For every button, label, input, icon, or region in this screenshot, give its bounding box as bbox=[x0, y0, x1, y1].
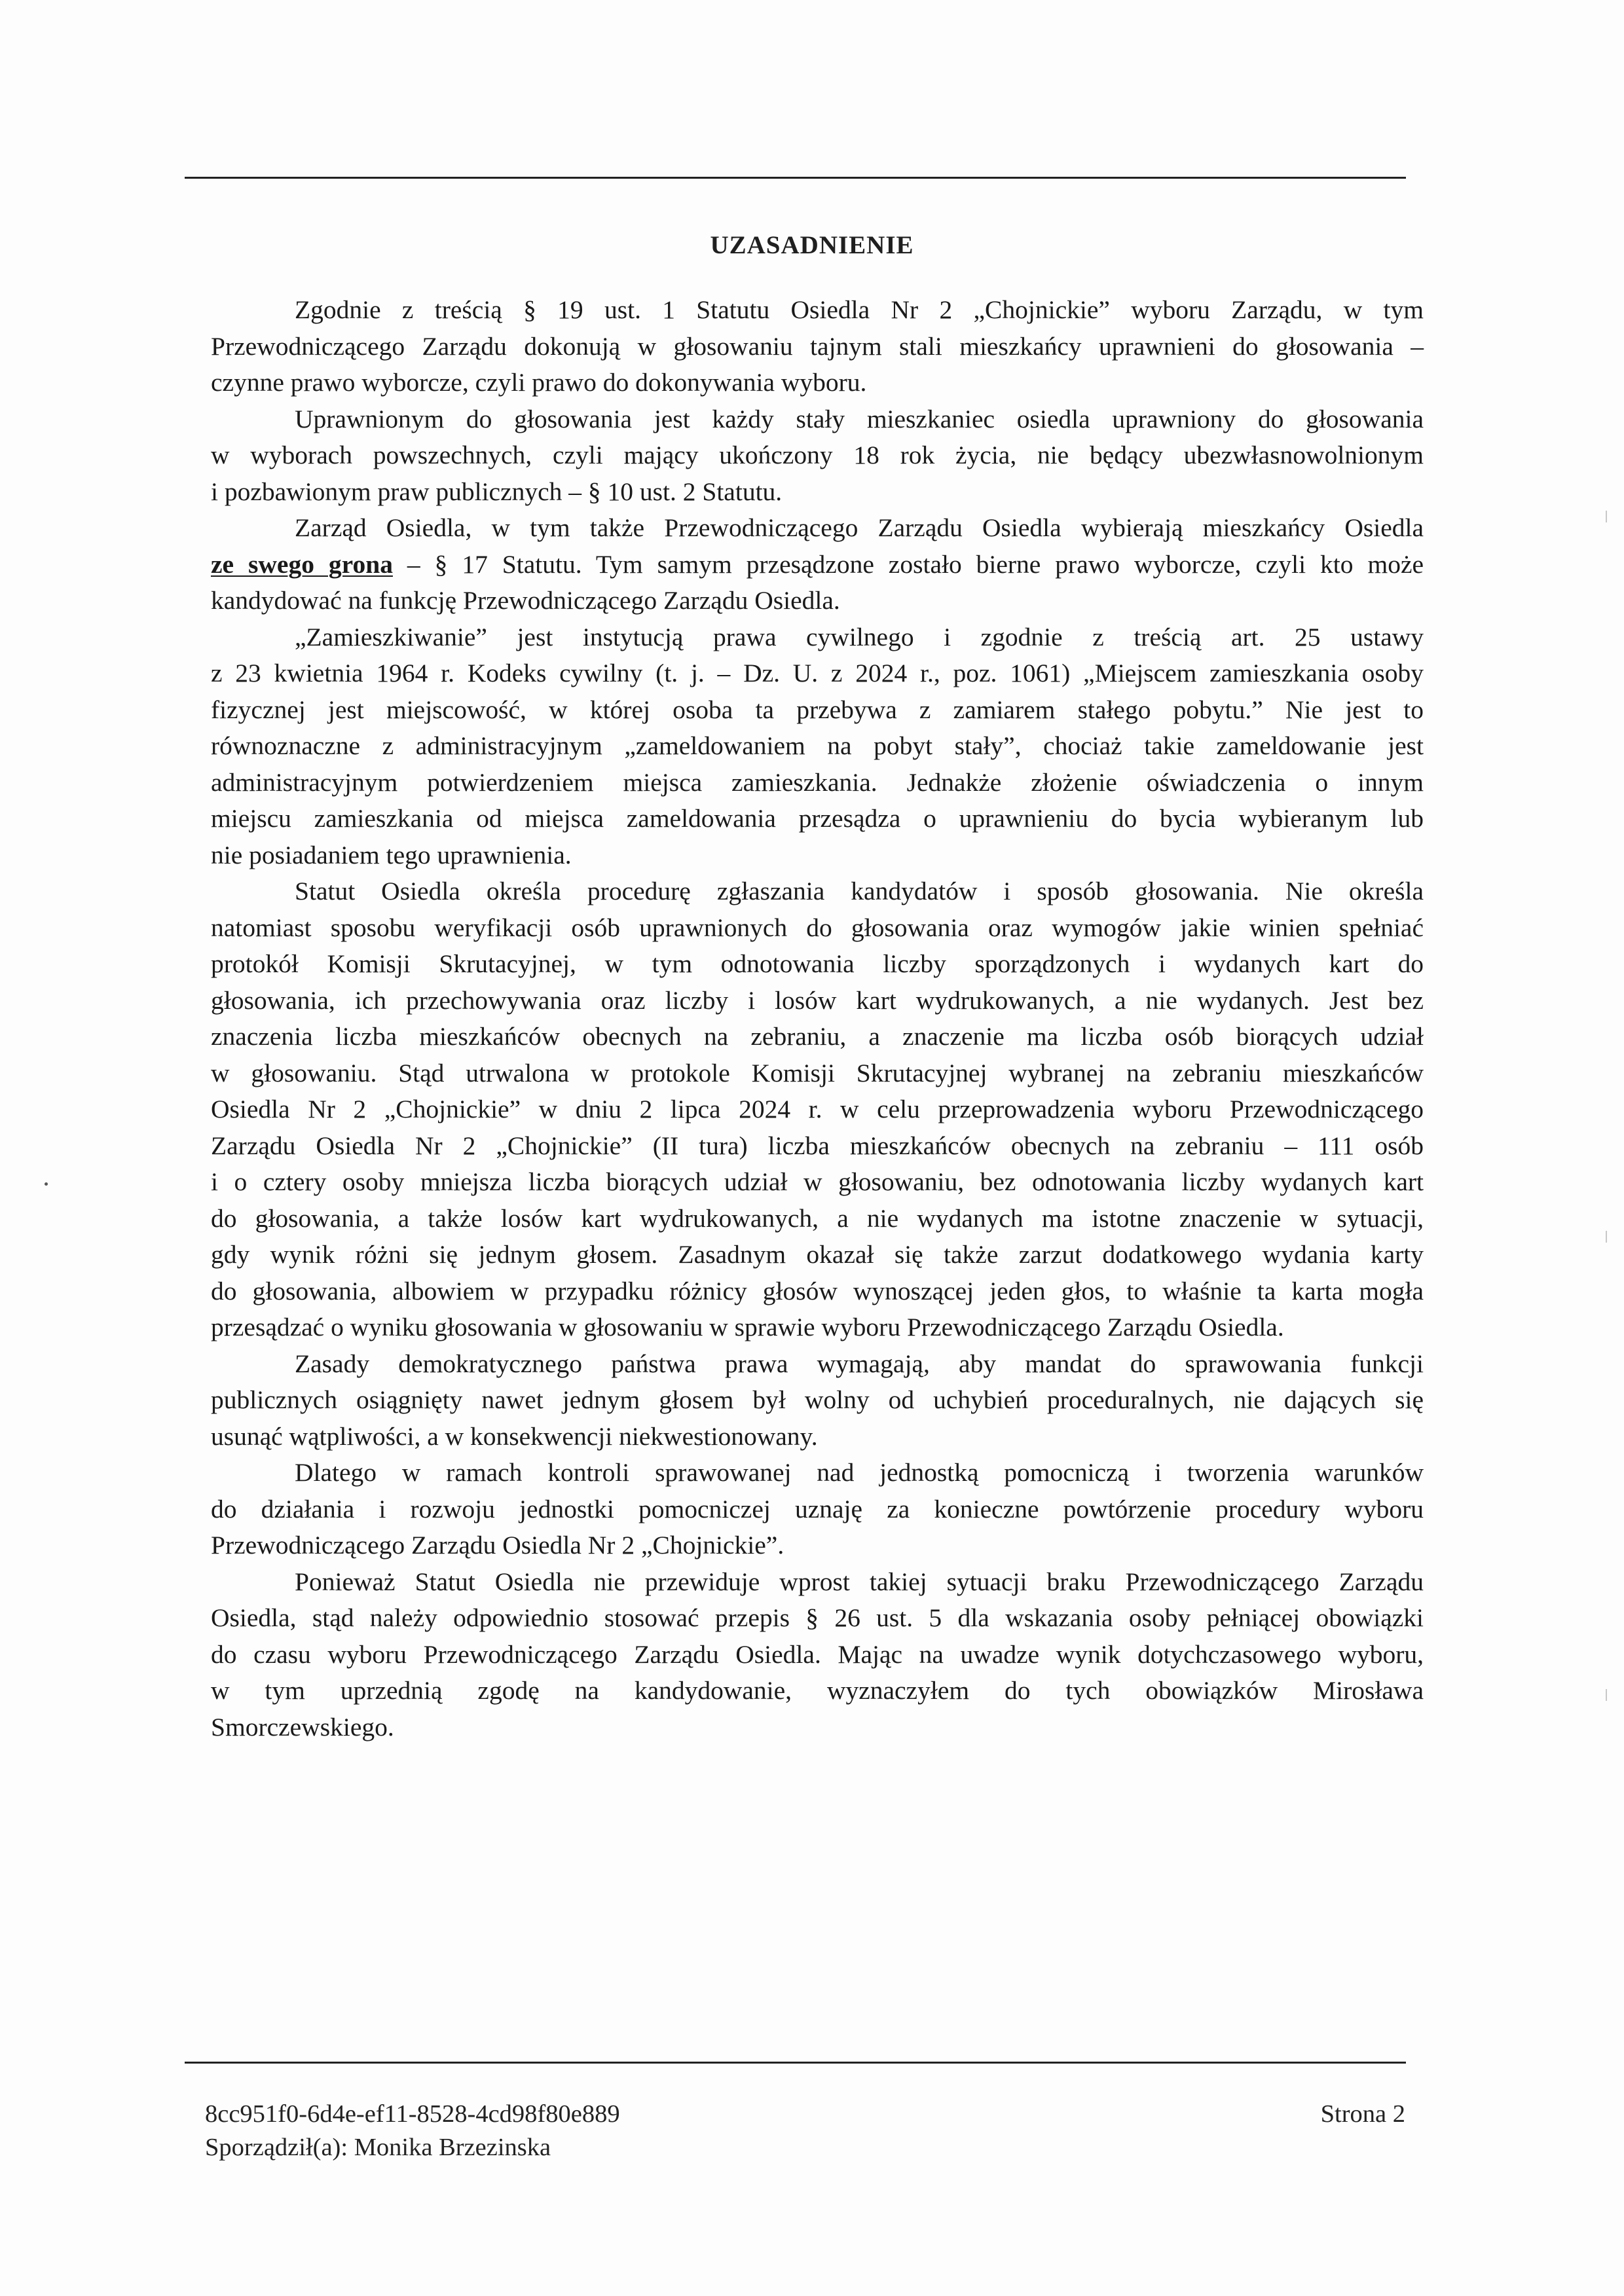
text-line: czynne prawo wyborcze, czyli prawo do dokonywania wyboru. bbox=[211, 368, 867, 397]
text-line: w tym uprzednią zgodę na kandydowanie, wyznaczyłem do tych obowiązków Mirosława bbox=[211, 1676, 1424, 1705]
text-line: i o cztery osoby mniejsza liczba biorących udział w głosowaniu, bez odnotowania liczby wydanych kart bbox=[211, 1167, 1424, 1196]
text-line: w głosowaniu. Stąd utrwalona w protokole Komisji Skrutacyjnej wybranej na zebraniu mieszkańców bbox=[211, 1058, 1424, 1087]
text-line: Dlatego w ramach kontroli sprawowanej nad jednostką pomocniczą i tworzenia warunków bbox=[295, 1458, 1424, 1487]
text-line: Osiedla, stąd należy odpowiednio stosować przepis § 26 ust. 5 dla wskazania osoby pełniącej obowiązki bbox=[211, 1603, 1424, 1632]
paragraph-3 bbox=[211, 510, 1424, 619]
text-line: Zgodnie z treścią § 19 ust. 1 Statutu Osiedla Nr 2 „Chojnickie” wyboru Zarządu, w tym bbox=[295, 295, 1424, 324]
document-body bbox=[211, 292, 1424, 1745]
text-line: do działania i rozwoju jednostki pomocniczej uznaję za konieczne powtórzenie procedury wyboru bbox=[211, 1494, 1424, 1523]
text-line: miejscu zamieszkania od miejsca zameldowania przesądza o uprawnieniu do bycia wybieranym lub bbox=[211, 804, 1424, 833]
text-line: w wyborach powszechnych, czyli mający ukończony 18 rok życia, nie będący ubezwłasnowolnionym bbox=[211, 441, 1424, 469]
emphasized-phrase: ze swego grona bbox=[211, 549, 393, 579]
paragraph-7 bbox=[211, 1455, 1424, 1564]
text-line: publicznych osiągnięty nawet jednym głosem był wolny od uchybień proceduralnych, nie dających się bbox=[211, 1385, 1424, 1414]
text-line: znaczenia liczba mieszkańców obecnych na zebraniu, a znaczenie ma liczba osób biorących udział bbox=[211, 1022, 1424, 1051]
prepared-by: Sporządził(a): Monika Brzezinska bbox=[205, 2134, 551, 2161]
text-line: Uprawnionym do głosowania jest każdy stały mieszkaniec osiedla uprawniony do głosowania bbox=[295, 404, 1424, 433]
text-line: fizycznej jest miejscowość, w której osoba ta przebywa z zamiarem stałego pobytu.” Nie jest to bbox=[211, 695, 1424, 724]
text-line: gdy wynik różni się jednym głosem. Zasadnym okazał się także zarzut dodatkowego wydania karty bbox=[211, 1240, 1424, 1269]
paragraph-6 bbox=[211, 1346, 1424, 1455]
text-line: do głosowania, a także losów kart wydrukowanych, a nie wydanych ma istotne znaczenie w sytuacji, bbox=[211, 1203, 1424, 1233]
text-line: „Zamieszkiwanie” jest instytucją prawa cywilnego i zgodnie z treścią art. 25 ustawy bbox=[295, 622, 1424, 651]
text-line: równoznaczne z administracyjnym „zameldowaniem na pobyt stały”, chociaż takie zameldowanie jest bbox=[211, 731, 1424, 760]
text-line: Statut Osiedla określa procedurę zgłaszania kandydatów i sposób głosowania. Nie określa bbox=[295, 877, 1424, 905]
text-line: Zarządu Osiedla Nr 2 „Chojnickie” (II tura) liczba mieszkańców obecnych na zebraniu – 111 osób bbox=[211, 1131, 1424, 1160]
text-line: nie posiadaniem tego uprawnienia. bbox=[211, 840, 572, 869]
paragraph-2 bbox=[211, 401, 1424, 511]
text-line: Zasady demokratycznego państwa prawa wymagają, aby mandat do sprawowania funkcji bbox=[295, 1349, 1424, 1378]
text-line: Smorczewskiego. bbox=[211, 1712, 394, 1741]
scan-mark bbox=[1606, 1689, 1607, 1701]
text-line: do czasu wyboru Przewodniczącego Zarządu Osiedla. Mając na uwadze wynik dotychczasowego wyboru, bbox=[211, 1639, 1424, 1669]
scan-mark bbox=[1606, 511, 1607, 522]
scan-speck bbox=[45, 1182, 48, 1186]
text-line: Przewodniczącego Zarządu Osiedla Nr 2 „Chojnickie”. bbox=[211, 1531, 784, 1559]
text-line: Przewodniczącego Zarządu dokonują w głosowaniu tajnym stali mieszkańcy uprawnieni do głosowania – bbox=[211, 331, 1424, 361]
page-number: Strona 2 bbox=[1320, 2100, 1405, 2128]
document-id: 8cc951f0-6d4e-ef11-8528-4cd98f80e889 bbox=[205, 2100, 620, 2128]
footer bbox=[205, 2098, 620, 2164]
text-line: Osiedla Nr 2 „Chojnickie” w dniu 2 lipca 2024 r. w celu przeprowadzenia wyboru Przewodniczącego bbox=[211, 1095, 1424, 1123]
text-line: usunąć wątpliwości, a w konsekwencji niekwestionowany. bbox=[211, 1421, 818, 1451]
text-line: głosowania, ich przechowywania oraz liczby i losów kart wydrukowanych, a nie wydanych. Jest bez bbox=[211, 985, 1424, 1015]
text-line-rest: – § 17 Statutu. Tym samym przesądzone zostało bierne prawo wyborcze, czyli kto może bbox=[392, 549, 1424, 579]
text-line: do głosowania, albowiem w przypadku różnicy głosów wynoszącej jeden głos, to właśnie ta karta mogła bbox=[211, 1276, 1424, 1305]
text-line: Zarząd Osiedla, w tym także Przewodniczącego Zarządu Osiedla wybierają mieszkańcy Osiedla bbox=[295, 513, 1424, 542]
footer-rule bbox=[185, 2062, 1406, 2064]
text-line: protokół Komisji Skrutacyjnej, w tym odnotowania liczby sporządzonych i wydanych kart do bbox=[211, 949, 1424, 978]
scan-mark bbox=[1606, 1231, 1607, 1243]
text-line: przesądzać o wyniku głosowania w głosowaniu w sprawie wyboru Przewodniczącego Zarządu Osiedla. bbox=[211, 1313, 1284, 1341]
text-line: i pozbawionym praw publicznych – § 10 ust. 2 Statutu. bbox=[211, 477, 783, 506]
text-line: administracyjnym potwierdzeniem miejsca zamieszkania. Jednakże złożenie oświadczenia o innym bbox=[211, 767, 1424, 797]
text-line: natomiast sposobu weryfikacji osób uprawnionych do głosowania oraz wymogów jakie winien spełniać bbox=[211, 913, 1424, 942]
paragraph-8 bbox=[211, 1564, 1424, 1746]
text-line: z 23 kwietnia 1964 r. Kodeks cywilny (t. j. – Dz. U. z 2024 r., poz. 1061) „Miejscem zamieszkania osoby bbox=[211, 659, 1424, 687]
document-heading: UZASADNIENIE bbox=[710, 231, 914, 259]
text-line: Ponieważ Statut Osiedla nie przewiduje wprost takiej sytuacji braku Przewodniczącego Zarządu bbox=[295, 1567, 1424, 1596]
paragraph-1 bbox=[211, 292, 1424, 401]
text-line: kandydować na funkcję Przewodniczącego Zarządu Osiedla. bbox=[211, 586, 840, 615]
paragraph-5 bbox=[211, 873, 1424, 1346]
header-rule bbox=[185, 177, 1406, 179]
text-line bbox=[211, 547, 1424, 583]
paragraph-4 bbox=[211, 619, 1424, 874]
